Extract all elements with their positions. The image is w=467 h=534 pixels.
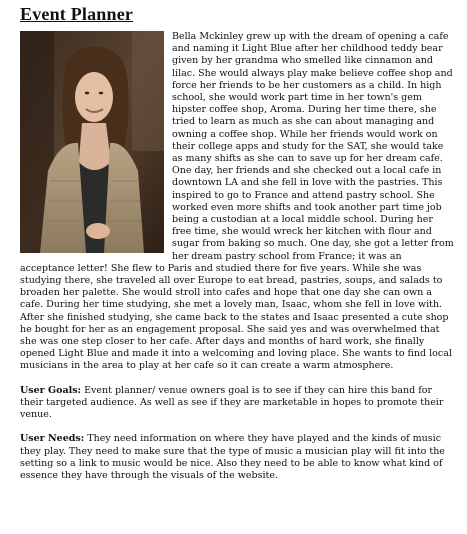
- user-needs: [20, 433, 455, 482]
- user-goals-label: User Goals:: [20, 384, 82, 396]
- person-photo: [20, 31, 164, 253]
- page-title: Event Planner: [20, 4, 134, 24]
- user-goals-text: Event planner/ venue owners goal is to see if they can hire this band for their targeted audience. As well as see if they are marketable in hopes to promote their venue.: [20, 384, 444, 421]
- user-goals: [20, 385, 455, 422]
- person-photo-icon: [20, 31, 164, 253]
- user-needs-text: They need information on where they have played and the kinds of music they play. They need to make sure that the type of music a musician play will fit into the setting so a link to music would be nice. Also they need to be able to know what kind of essence they have through the visuals of the website.: [20, 433, 445, 481]
- persona-story: Bella Mckinley grew up with the dream of opening a cafe and naming it Light Blue after her childhood teddy bear given by her grandma who smelled like cinnamon and lilac. She would always play make believe coffee shop and force her friends to be her customers as a child. In high school, she would work part time in her town's gem hipster coffee shop, Aroma. During her time there, she tried to learn as much as she can about managing and owning a coffee shop. While her friends would work on their college apps and study for the SAT, she would take as many shifts as she can to save up for her dream cafe. One day, her friends and she checked out a local cafe in downtown LA and she fell in love with the pastries. This inspired to go to France and attend pastry school. She worked even more shifts and took another part time job being a custodian at a local middle school. During her free time, she would wreck her kitchen with flour and sugar from baking so much. One day, she got a letter from her dream pastry school from France; it was an acceptance letter! She flew to Paris and studied there for five years. While she was studying there, she traveled all over Europe to eat bread, pastries, soups, and salads to broaden her palette. She would stroll into cafes and hope that one day she can own a cafe. During her time studying, she met a lovely man, Isaac, whom she fell in love with. After she finished studying, she came back to the states and Isaac presented a cute shop he bought for her as an engagement proposal. She said yes and was overwhelmed that she was one step closer to her cafe. After days and months of hard work, she finally opened Light Blue and made it into a welcoming and loving place. She wants to find local musicians in the area to play at her cafe so it can create a warm atmosphere.: [20, 31, 454, 372]
- user-needs-label: User Needs:: [20, 433, 85, 445]
